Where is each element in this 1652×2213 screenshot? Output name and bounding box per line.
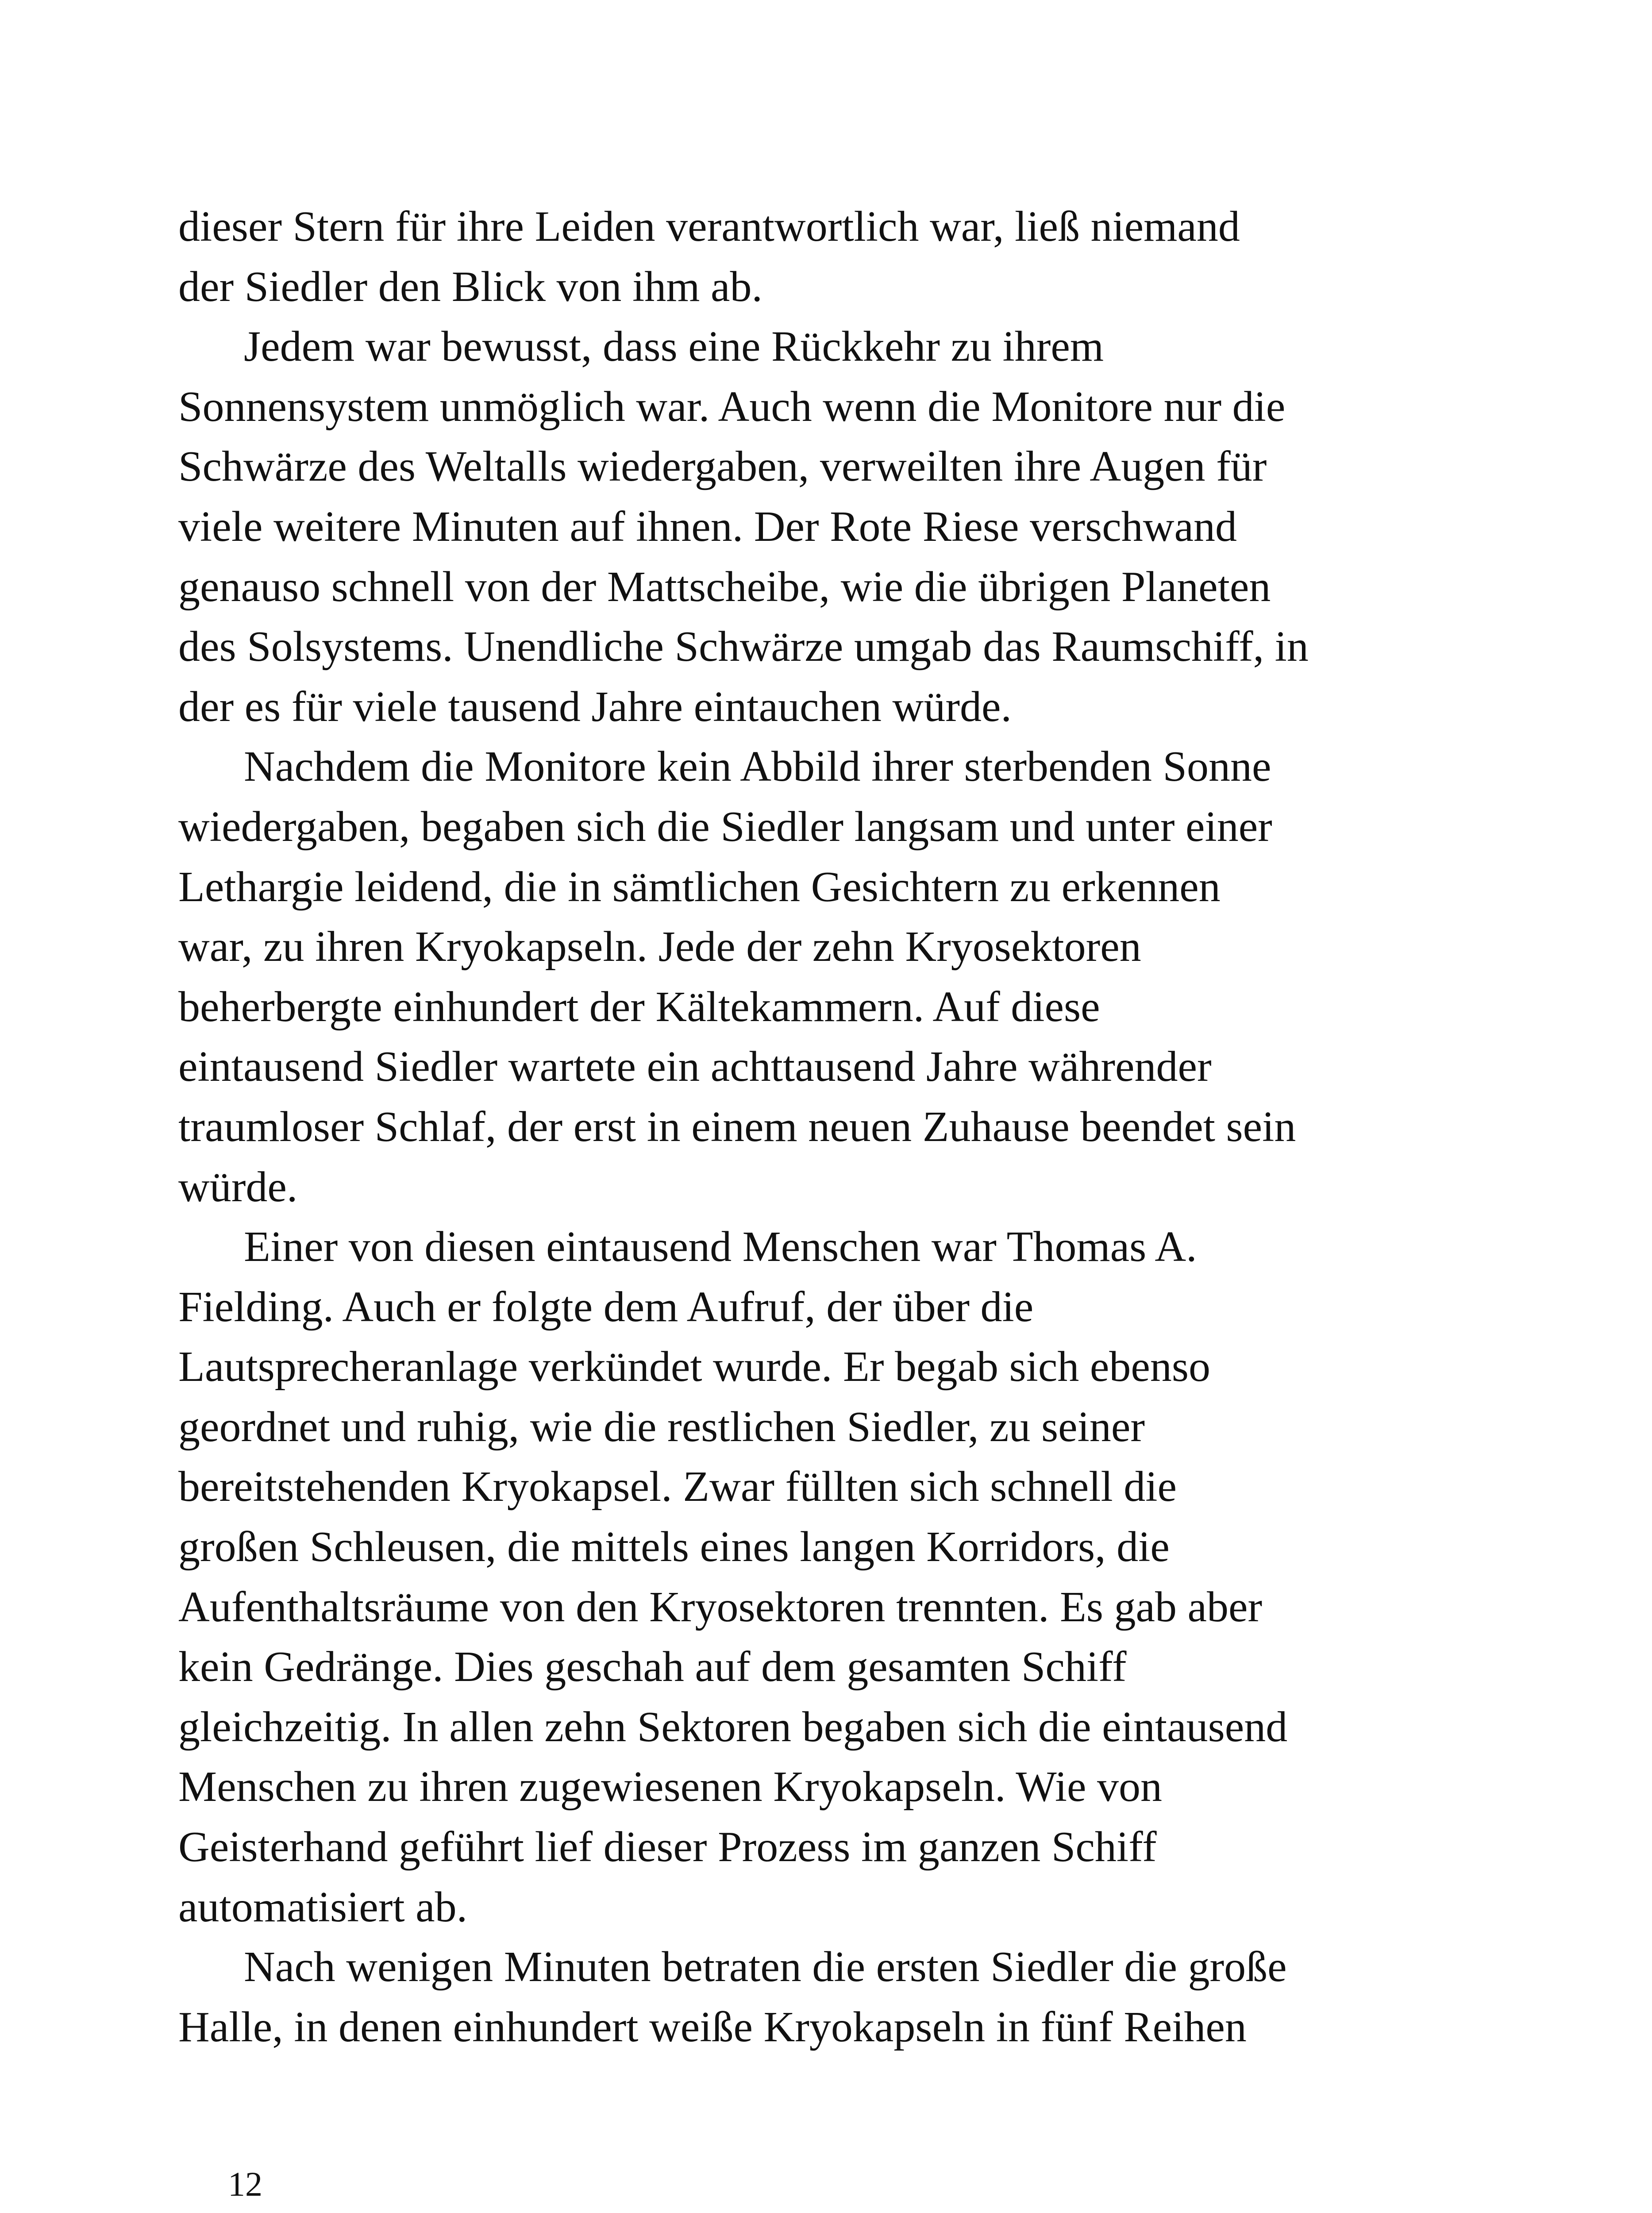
text-line: Jedem war bewusst, dass eine Rückkehr zu ihrem	[244, 323, 1104, 371]
text-line: Sonnensystem unmöglich war. Auch wenn die Monitore nur die	[178, 382, 1286, 431]
text-line: des Solsystems. Unendliche Schwärze umgab das Raumschiff, in	[178, 623, 1309, 671]
text-line: Geisterhand geführt lief dieser Prozess im ganzen Schiff	[178, 1823, 1157, 1871]
text-line: würde.	[178, 1163, 298, 1211]
page-number: 12	[228, 2165, 262, 2203]
text-line: automatisiert ab.	[178, 1883, 468, 1931]
text-line: Menschen zu ihren zugewiesenen Kryokapseln. Wie von	[178, 1763, 1163, 1811]
text-line: Nach wenigen Minuten betraten die ersten Siedler die große	[244, 1943, 1287, 1991]
text-line: dieser Stern für ihre Leiden verantwortlich war, ließ niemand	[178, 203, 1240, 251]
text-line: Fielding. Auch er folgte dem Aufruf, der über die	[178, 1283, 1034, 1331]
text-line: Lautsprecheranlage verkündet wurde. Er begab sich ebenso	[178, 1343, 1210, 1391]
text-line: geordnet und ruhig, wie die restlichen Siedler, zu seiner	[178, 1403, 1145, 1451]
text-line: großen Schleusen, die mittels eines langen Korridors, die	[178, 1523, 1170, 1571]
text-line: Schwärze des Weltalls wiedergaben, verweilten ihre Augen für	[178, 443, 1267, 491]
text-line: gleichzeitig. In allen zehn Sektoren begaben sich die eintausend	[178, 1703, 1288, 1751]
text-line: Nachdem die Monitore kein Abbild ihrer sterbenden Sonne	[244, 743, 1271, 791]
body-text	[178, 197, 1462, 2057]
text-line: Halle, in denen einhundert weiße Kryokapseln in fünf Reihen	[178, 2003, 1247, 2051]
text-line: war, zu ihren Kryokapseln. Jede der zehn Kryosektoren	[178, 923, 1141, 971]
text-line: wiedergaben, begaben sich die Siedler langsam und unter einer	[178, 802, 1272, 851]
text-line: eintausend Siedler wartete ein achttausend Jahre währender	[178, 1043, 1212, 1091]
text-line: traumloser Schlaf, der erst in einem neuen Zuhause beendet sein	[178, 1103, 1296, 1151]
text-line: Aufenthaltsräume von den Kryosektoren trennten. Es gab aber	[178, 1583, 1263, 1631]
text-line: Einer von diesen eintausend Menschen war Thomas A.	[244, 1223, 1197, 1271]
text-line: beherbergte einhundert der Kältekammern. Auf diese	[178, 983, 1100, 1031]
text-line: der Siedler den Blick von ihm ab.	[178, 262, 762, 311]
text-line: der es für viele tausend Jahre eintauchen würde.	[178, 682, 1012, 731]
text-line: Lethargie leidend, die in sämtlichen Gesichtern zu erkennen	[178, 863, 1221, 911]
text-line: bereitstehenden Kryokapsel. Zwar füllten sich schnell die	[178, 1463, 1177, 1511]
text-line: kein Gedränge. Dies geschah auf dem gesamten Schiff	[178, 1643, 1127, 1691]
text-line: viele weitere Minuten auf ihnen. Der Rote Riese verschwand	[178, 502, 1237, 551]
text-line: genauso schnell von der Mattscheibe, wie die übrigen Planeten	[178, 563, 1271, 611]
